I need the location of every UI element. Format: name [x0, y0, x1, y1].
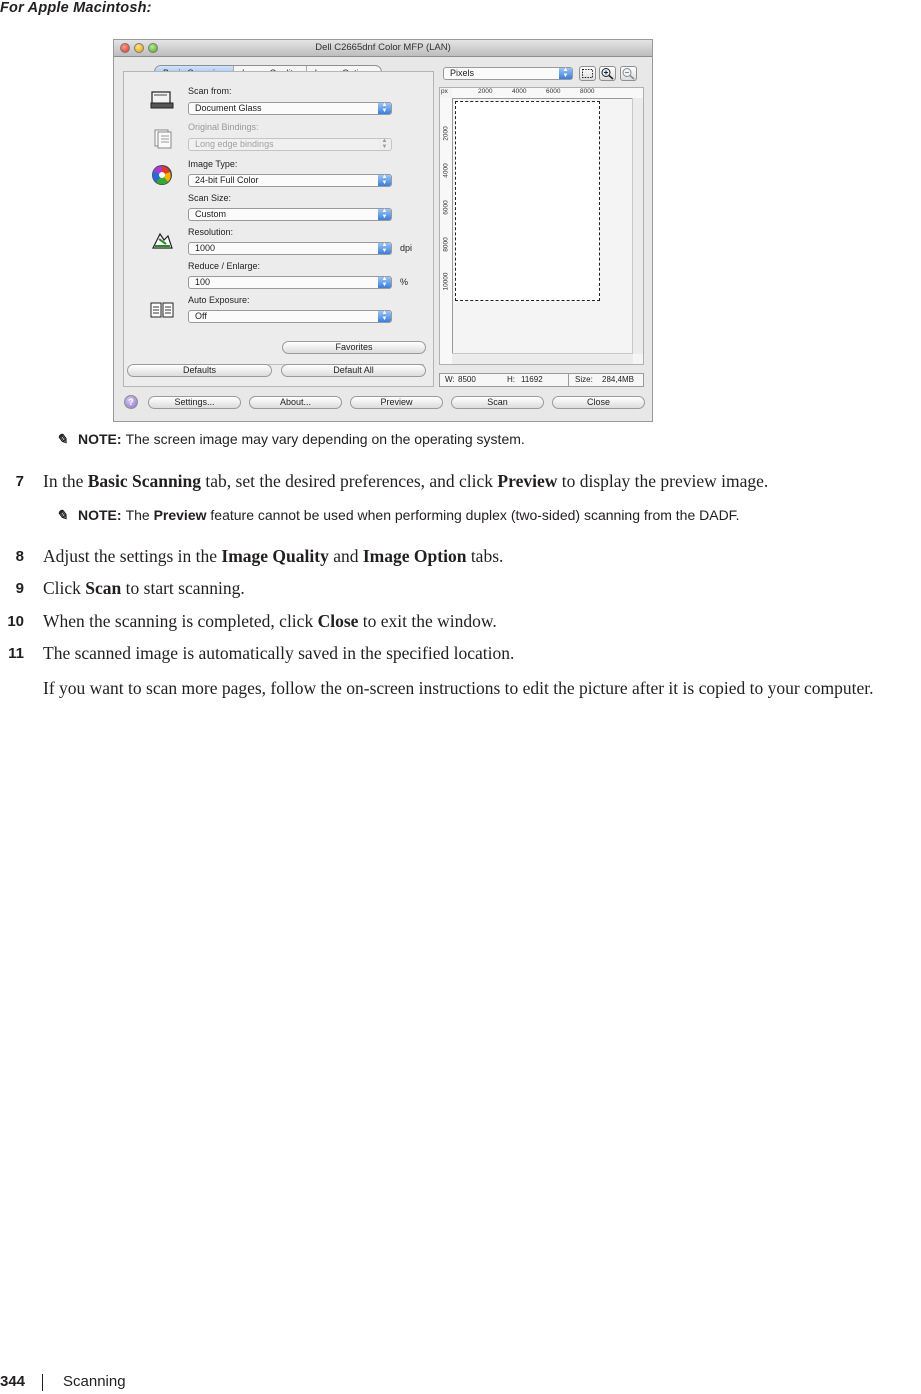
step-number: 8 — [15, 548, 24, 565]
color-wheel-icon — [150, 164, 174, 186]
marquee-tool-button[interactable] — [579, 66, 596, 81]
horizontal-scrollbar[interactable] — [452, 353, 633, 364]
step-emphasis: Close — [317, 611, 359, 631]
ruler-tick: 4000 — [512, 88, 527, 95]
close-button[interactable]: Close — [552, 396, 645, 409]
step-text: The scanned image is automatically saved in the specified location. — [43, 643, 515, 663]
chevron-updown-icon: ▲ ▼ — [378, 277, 391, 288]
window-title: Dell C2665dnf Color MFP (LAN) — [315, 42, 451, 53]
status-divider — [568, 374, 569, 386]
width-value: 8500 — [458, 375, 476, 384]
reduce-enlarge-unit: % — [400, 277, 409, 287]
zoom-in-button[interactable] — [599, 66, 616, 81]
note-text: The screen image may vary depending on the operating system. — [125, 431, 525, 447]
title-bar — [114, 40, 652, 57]
note-text: The — [125, 507, 154, 523]
scanner-window — [113, 39, 653, 422]
scan-area-canvas[interactable] — [455, 101, 600, 301]
reduce-enlarge-select[interactable] — [188, 276, 392, 289]
page-footer — [0, 1373, 126, 1390]
step-text: tab, set the desired preferences, and click — [201, 471, 498, 491]
settings-panel — [123, 71, 434, 387]
instruction-paragraph: If you want to scan more pages, follow the on-screen instructions to edit the picture after it is copied to your computer. — [43, 678, 874, 698]
step-number: 11 — [8, 645, 24, 662]
units-select[interactable] — [443, 67, 573, 80]
scan-from-select[interactable] — [188, 102, 392, 115]
vertical-scrollbar[interactable] — [632, 98, 643, 354]
size-value: 284,4MB — [602, 375, 635, 384]
ruler-tick: 8000 — [442, 237, 450, 252]
step-text: Click — [43, 578, 86, 598]
note-2 — [56, 507, 740, 524]
defaults-button[interactable]: Defaults — [127, 364, 272, 377]
note-label: NOTE: — [78, 507, 122, 523]
note-pen-icon: ✎ — [56, 431, 68, 447]
ruler-tick: 4000 — [442, 163, 450, 178]
units-value: Pixels — [450, 68, 475, 78]
about-button[interactable]: About... — [249, 396, 342, 409]
ruler-tick: 6000 — [442, 200, 450, 215]
resolution-select[interactable] — [188, 242, 392, 255]
settings-button[interactable]: Settings... — [148, 396, 241, 409]
section-heading: For Apple Macintosh: — [0, 0, 152, 16]
original-bindings-value: Long edge bindings — [195, 139, 274, 149]
resolution-label: Resolution: — [188, 227, 234, 237]
bound-pages-icon — [150, 128, 174, 150]
chevron-updown-icon: ▲ ▼ — [378, 103, 391, 114]
preview-area — [439, 87, 644, 365]
chevron-updown-icon: ▲ ▼ — [559, 68, 572, 79]
note-emphasis: Preview — [153, 507, 207, 523]
step-text: In the — [43, 471, 88, 491]
zoom-out-icon — [621, 67, 636, 80]
scan-size-select[interactable] — [188, 208, 392, 221]
scan-size-value: Custom — [195, 209, 227, 219]
ruler-tick: 8000 — [580, 88, 595, 95]
chevron-updown-icon: ▲ ▼ — [378, 243, 391, 254]
chevron-updown-icon: ▲ ▼ — [378, 311, 391, 322]
vertical-ruler — [440, 98, 453, 364]
step-emphasis: Scan — [85, 578, 122, 598]
width-label: W: — [445, 375, 455, 384]
image-type-value: 24-bit Full Color — [195, 175, 259, 185]
ruler-unit-label: px — [441, 88, 448, 95]
preview-button[interactable]: Preview — [350, 396, 443, 409]
marquee-icon — [580, 67, 595, 80]
scanner-icon — [150, 89, 174, 111]
step-emphasis: Image Option — [362, 546, 467, 566]
scan-from-label: Scan from: — [188, 86, 232, 96]
step-number: 7 — [15, 473, 24, 490]
scan-size-label: Scan Size: — [188, 193, 232, 203]
reduce-enlarge-label: Reduce / Enlarge: — [188, 261, 261, 271]
step-text: to exit the window. — [358, 611, 497, 631]
image-type-select[interactable] — [188, 174, 392, 187]
step-number: 9 — [15, 580, 24, 597]
chevron-updown-icon: ▲ ▼ — [378, 139, 391, 150]
scan-from-value: Document Glass — [195, 103, 262, 113]
reduce-enlarge-value: 100 — [195, 277, 211, 287]
resolution-value: 1000 — [195, 243, 216, 253]
original-bindings-label: Original Bindings: — [188, 122, 259, 132]
resolution-icon — [150, 230, 174, 252]
favorites-button[interactable]: Favorites — [282, 341, 426, 354]
resolution-unit: dpi — [400, 243, 413, 253]
image-type-label: Image Type: — [188, 159, 238, 169]
note-1 — [56, 431, 525, 448]
note-pen-icon: ✎ — [56, 507, 68, 523]
height-label: H: — [507, 375, 515, 384]
step-text: to start scanning. — [121, 578, 245, 598]
ruler-tick: 2000 — [442, 126, 450, 141]
size-label: Size: — [575, 375, 593, 384]
note-text: feature cannot be used when performing duplex (two-sided) scanning from the DADF. — [206, 507, 740, 523]
scan-button[interactable]: Scan — [451, 396, 544, 409]
ruler-tick: 10000 — [442, 272, 450, 291]
auto-exposure-select[interactable] — [188, 310, 392, 323]
original-bindings-select — [188, 138, 392, 151]
footer-divider — [42, 1374, 43, 1391]
step-text: When the scanning is completed, click — [43, 611, 318, 631]
status-bar — [439, 373, 644, 387]
page-number: 344 — [0, 1373, 26, 1390]
help-button[interactable]: ? — [124, 395, 138, 409]
note-label: NOTE: — [78, 431, 122, 447]
step-emphasis: Image Quality — [221, 546, 329, 566]
step-text: to display the preview image. — [557, 471, 769, 491]
step-text: Adjust the settings in the — [43, 546, 222, 566]
zoom-in-icon — [600, 67, 615, 80]
step-emphasis: Preview — [497, 471, 558, 491]
chevron-updown-icon: ▲ ▼ — [378, 175, 391, 186]
zoom-out-button[interactable] — [620, 66, 637, 81]
height-value: 11692 — [521, 375, 543, 384]
exposure-icon — [150, 299, 174, 321]
step-text: and — [328, 546, 363, 566]
default-all-button[interactable]: Default All — [281, 364, 426, 377]
step-number: 10 — [7, 613, 24, 630]
step-text: tabs. — [466, 546, 504, 566]
chevron-updown-icon: ▲ ▼ — [378, 209, 391, 220]
step-emphasis: Basic Scanning — [87, 471, 202, 491]
horizontal-ruler — [452, 88, 643, 99]
footer-section: Scanning — [63, 1373, 126, 1390]
ruler-tick: 2000 — [478, 88, 493, 95]
auto-exposure-value: Off — [195, 311, 207, 321]
ruler-tick: 6000 — [546, 88, 561, 95]
auto-exposure-label: Auto Exposure: — [188, 295, 250, 305]
